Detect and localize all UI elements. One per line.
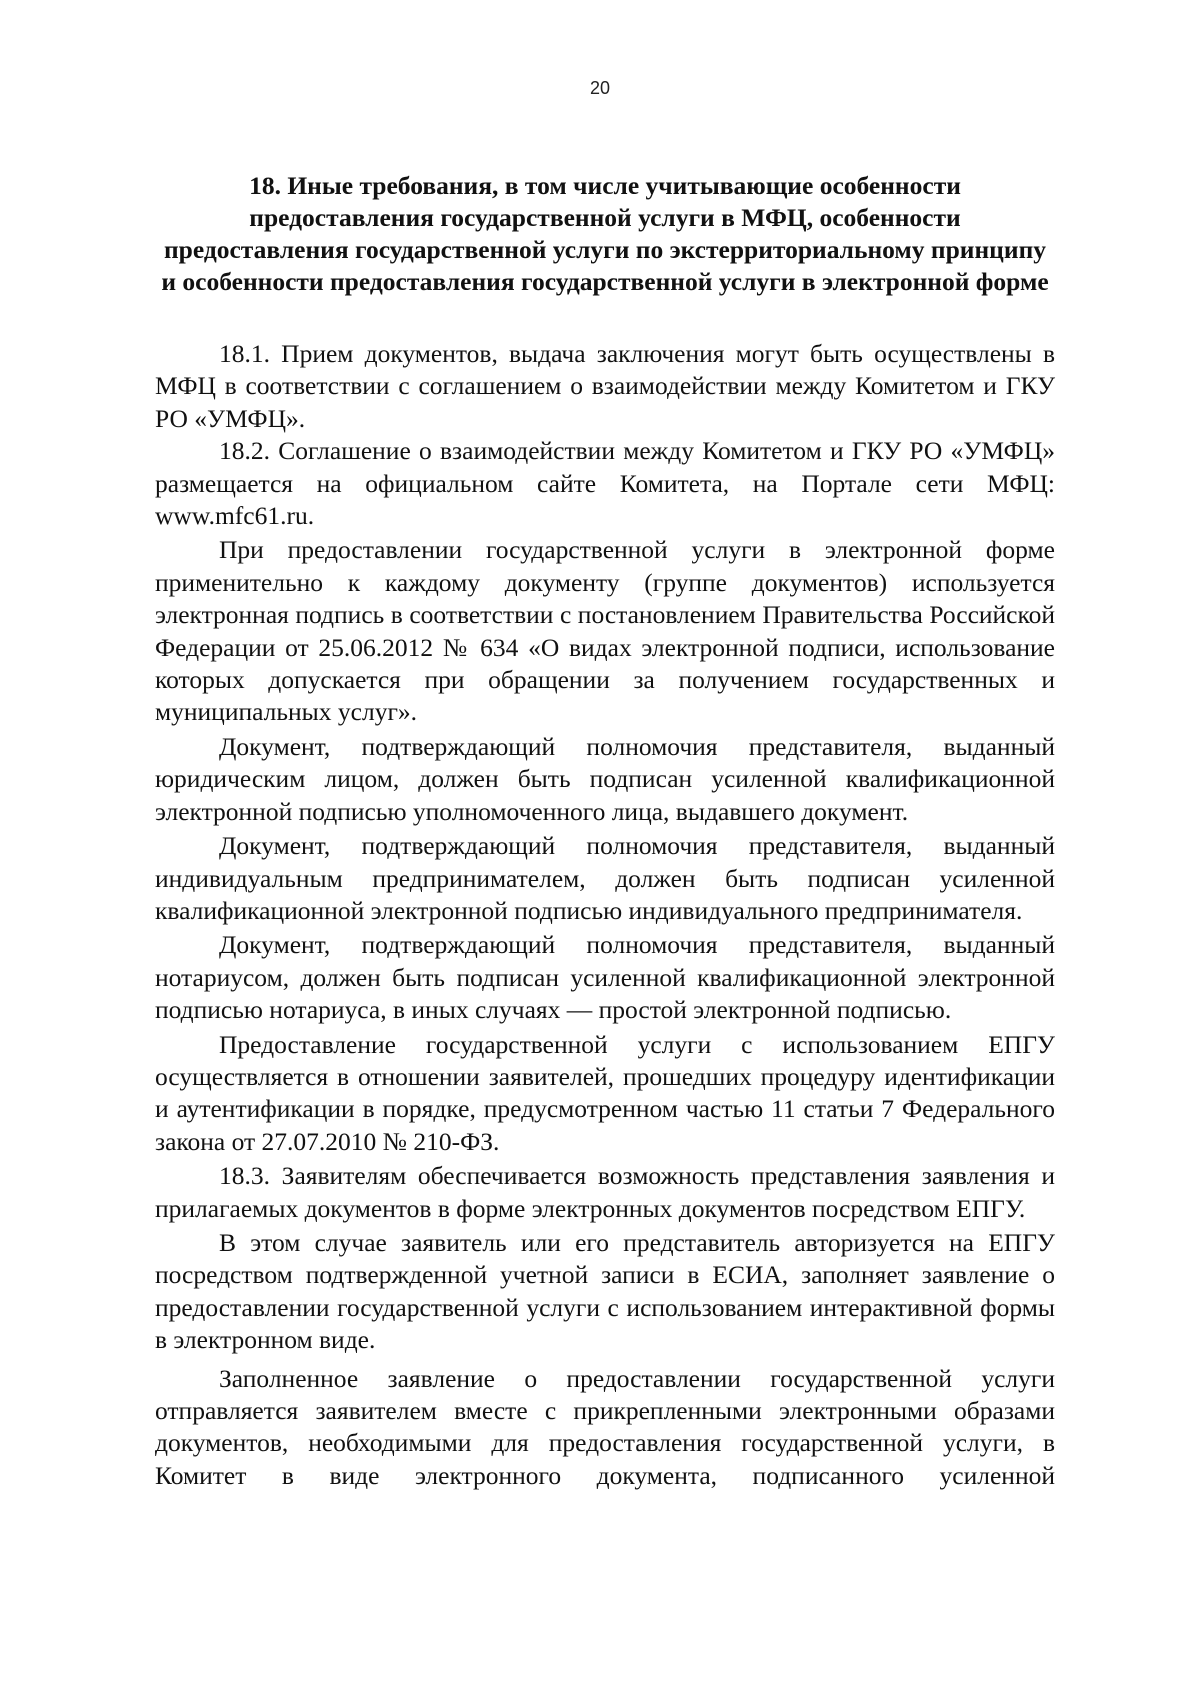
heading-line: предоставления государственной услуги по экстерриториальному принципу	[163, 235, 1047, 264]
paragraph-18-2: 18.2. Соглашение о взаимодействии между Комитетом и ГКУ РО «УМФЦ» размещается на официальном сайте Комитета, на Портале сети МФЦ: www.mfc61.ru.	[155, 436, 1055, 531]
paragraph-epgu-identification: Предоставление государственной услуги с использованием ЕПГУ осуществляется в отношении заявителей, прошедших процедуру идентификации и аутентификации в порядке, предусмотренном частью 11 статьи 7 Федерального закона от 27.07.2010 № 210-ФЗ.	[155, 1029, 1055, 1156]
heading-line: 18. Иные требования, в том числе учитывающие особенности	[249, 171, 961, 200]
paragraph-18-3: 18.3. Заявителям обеспечивается возможность представления заявления и прилагаемых документов в форме электронных документов посредством ЕПГУ.	[155, 1161, 1055, 1223]
heading-line: и особенности предоставления государственной услуги в электронной форме	[161, 267, 1049, 296]
page-number: 20	[589, 78, 611, 98]
paragraph-electronic-signature: При предоставлении государственной услуги в электронной форме применительно к каждому документу (группе документов) используется электронная подпись в соответствии с постановлением Правительства Российской Федерации от 25.06.2012 № 634 «О видах электронной подписи, использование которых допускается при обращении за получением государственных и муниципальных услуг».	[155, 535, 1055, 727]
section-heading	[155, 170, 1055, 298]
paragraph-18-1: 18.1. Прием документов, выдача заключения могут быть осуществлены в МФЦ в соответствии с соглашением о взаимодействии между Комитетом и ГКУ РО «УМФЦ».	[155, 339, 1055, 433]
paragraph-notary-doc: Документ, подтверждающий полномочия представителя, выданный нотариусом, должен быть подписан усиленной квалификационной электронной подписью нотариуса, в иных случаях — простой электронной подписью.	[155, 930, 1055, 1025]
document-body	[155, 338, 1055, 1492]
heading-line: предоставления государственной услуги в МФЦ, особенности	[249, 203, 961, 232]
paragraph-esia-authorization: В этом случае заявитель или его представитель авторизуется на ЕПГУ посредством подтвержденной учетной записи в ЕСИА, заполняет заявление о предоставлении государственной услуги с использованием интерактивной формы в электронном виде.	[155, 1227, 1055, 1355]
paragraph-legal-entity-doc: Документ, подтверждающий полномочия представителя, выданный юридическим лицом, должен быть подписан усиленной квалификационной электронной подписью уполномоченного лица, выдавшего документ.	[155, 731, 1055, 826]
paragraph-entrepreneur-doc: Документ, подтверждающий полномочия представителя, выданный индивидуальным предпринимателем, должен быть подписан усиленной квалификационной электронной подписью индивидуального предпринимателя.	[155, 831, 1055, 925]
paragraph-application-submission: Заполненное заявление о предоставлении государственной услуги отправляется заявителем вместе с прикрепленными электронными образами документов, необходимыми для предоставления государственной услуги, в Комитет в виде электронного документа, подписанного усиленной	[155, 1363, 1055, 1490]
